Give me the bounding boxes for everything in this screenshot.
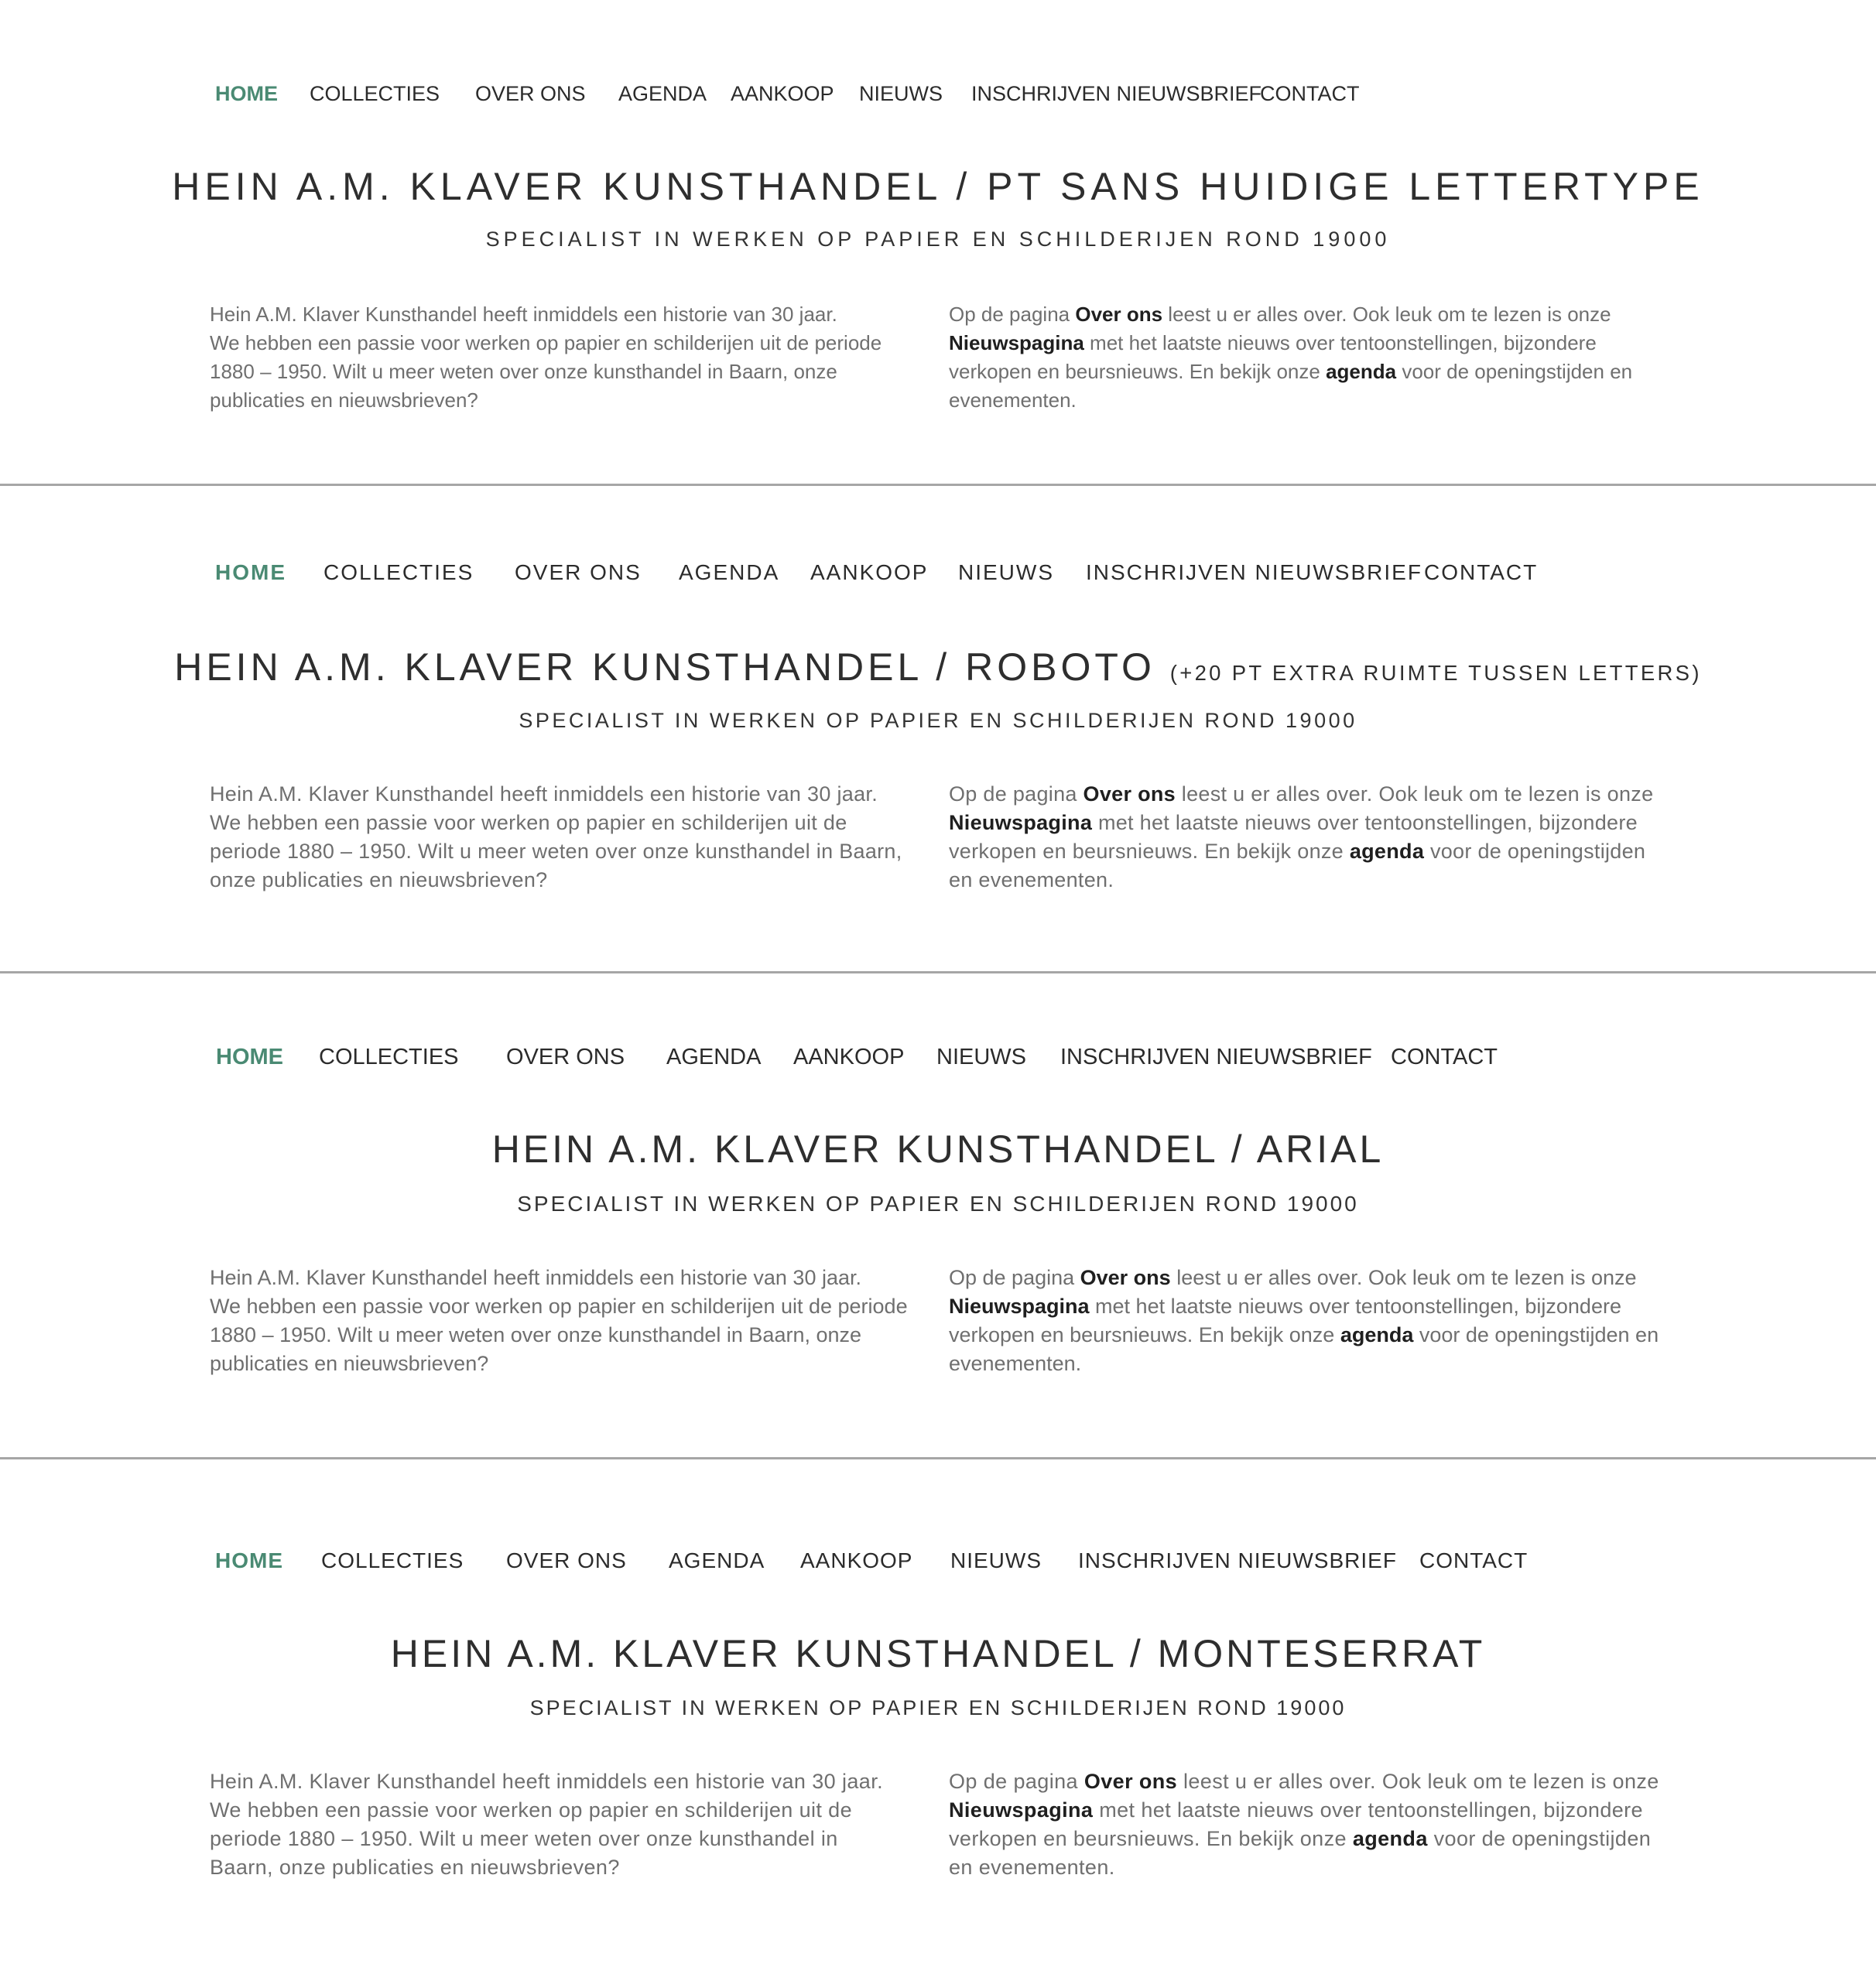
- intro-line-1: Hein A.M. Klaver Kunsthandel heeft inmiddels een historie van 30 jaar.: [210, 303, 837, 326]
- intro-left-column: [210, 300, 891, 415]
- nav-contact[interactable]: CONTACT: [1391, 1045, 1498, 1069]
- page-title-text: HEIN A.M. KLAVER KUNSTHANDEL / ROBOTO: [174, 645, 1170, 689]
- page-subtitle: SPECIALIST IN WERKEN OP PAPIER EN SCHILDERIJEN ROND 19000: [519, 709, 1357, 732]
- intro-text-part: met het laatste nieuws over tentoonstellingen, bijzondere verkopen en beursnieuws. En bekijk onze: [949, 1295, 1621, 1346]
- nav-agenda[interactable]: AGENDA: [666, 1045, 762, 1069]
- nav-nieuws[interactable]: NIEUWS: [950, 1548, 1042, 1572]
- section-divider: [0, 971, 1876, 973]
- nav-collecties[interactable]: COLLECTIES: [319, 1045, 459, 1069]
- page-title: [0, 1127, 1876, 1172]
- intro-left-column: [210, 1264, 914, 1378]
- agenda-link[interactable]: agenda: [1326, 360, 1397, 383]
- page-title-text: HEIN A.M. KLAVER KUNSTHANDEL / MONTESERRAT: [390, 1632, 1486, 1675]
- nav-over-ons[interactable]: OVER ONS: [475, 82, 586, 105]
- nav-inschrijven-nieuwsbrief[interactable]: INSCHRIJVEN NIEUWSBRIEF: [1078, 1548, 1397, 1572]
- page-subtitle: SPECIALIST IN WERKEN OP PAPIER EN SCHILDERIJEN ROND 19000: [485, 228, 1391, 251]
- page-title-note: (+20 PT EXTRA RUIMTE TUSSEN LETTERS): [1169, 661, 1702, 685]
- nav-aankoop[interactable]: AANKOOP: [810, 560, 929, 584]
- intro-text-part: voor de openingstijden en evenementen.: [949, 1323, 1659, 1375]
- intro-text-part: leest u er alles over. Ook leuk om te lezen is onze: [1170, 1266, 1637, 1289]
- intro-text-part: met het laatste nieuws over tentoonstellingen, bijzondere verkopen en beursnieuws. En bekijk onze: [949, 811, 1638, 863]
- nav-home[interactable]: HOME: [215, 560, 286, 584]
- intro-text-part: voor de openingstijden en evenementen.: [949, 840, 1646, 891]
- intro-line-2: We hebben een passie voor werken op papier en schilderijen uit de periode 1880 – 1950. Wilt u meer weten over onze kunsthandel in Baarn, onze publicaties en nieuwsbrieven?: [210, 1798, 853, 1879]
- intro-line-2: We hebben een passie voor werken op papier en schilderijen uit de periode 1880 – 1950. Wilt u meer weten over onze kunsthandel in Baarn, onze publicaties en nieuwsbrieven?: [210, 331, 882, 412]
- intro-line-1: Hein A.M. Klaver Kunsthandel heeft inmiddels een historie van 30 jaar.: [210, 782, 878, 806]
- intro-text-part: Op de pagina: [949, 1266, 1080, 1289]
- over-ons-link[interactable]: Over ons: [1083, 782, 1176, 806]
- intro-right-column: [949, 780, 1669, 895]
- nav-inschrijven-nieuwsbrief[interactable]: INSCHRIJVEN NIEUWSBRIEF: [1086, 560, 1422, 584]
- nav-contact[interactable]: CONTACT: [1419, 1548, 1529, 1572]
- nav-inschrijven-nieuwsbrief[interactable]: INSCHRIJVEN NIEUWSBRIEF: [971, 82, 1262, 105]
- nav-agenda[interactable]: AGENDA: [618, 82, 707, 105]
- nav-home[interactable]: HOME: [216, 1045, 283, 1069]
- over-ons-link[interactable]: Over ons: [1075, 303, 1163, 326]
- page-title: [0, 164, 1876, 209]
- intro-text-part: met het laatste nieuws over tentoonstellingen, bijzondere verkopen en beursnieuws. En bekijk onze: [949, 1798, 1643, 1850]
- nav-nieuws[interactable]: NIEUWS: [958, 560, 1054, 584]
- nav-nieuws[interactable]: NIEUWS: [859, 82, 943, 105]
- nav-aankoop[interactable]: AANKOOP: [731, 82, 834, 105]
- nav-collecties[interactable]: COLLECTIES: [310, 82, 440, 105]
- intro-line-1: Hein A.M. Klaver Kunsthandel heeft inmiddels een historie van 30 jaar.: [210, 1266, 861, 1289]
- nav-agenda[interactable]: AGENDA: [669, 1548, 765, 1572]
- agenda-link[interactable]: agenda: [1340, 1323, 1414, 1346]
- nieuwspagina-link[interactable]: Nieuwspagina: [949, 331, 1084, 354]
- nav-agenda[interactable]: AGENDA: [679, 560, 780, 584]
- main-nav: [0, 1045, 1876, 1091]
- nav-over-ons[interactable]: OVER ONS: [515, 560, 642, 584]
- intro-text-part: Op de pagina: [949, 1770, 1084, 1793]
- intro-text-part: Op de pagina: [949, 303, 1076, 326]
- main-nav: [0, 560, 1876, 607]
- intro-right-column: [949, 1767, 1661, 1882]
- intro-text-part: voor de openingstijden en evenementen.: [949, 360, 1633, 412]
- nieuwspagina-link[interactable]: Nieuwspagina: [949, 1295, 1090, 1318]
- intro-text-part: met het laatste nieuws over tentoonstellingen, bijzondere verkopen en beursnieuws. En bekijk onze: [949, 331, 1597, 383]
- nav-nieuws[interactable]: NIEUWS: [936, 1045, 1026, 1069]
- intro-text-part: voor de openingstijden en evenementen.: [949, 1827, 1652, 1879]
- intro-right-column: [949, 1264, 1672, 1378]
- nav-over-ons[interactable]: OVER ONS: [506, 1548, 627, 1572]
- intro-line-1: Hein A.M. Klaver Kunsthandel heeft inmiddels een historie van 30 jaar.: [210, 1770, 883, 1793]
- intro-line-2: We hebben een passie voor werken op papier en schilderijen uit de periode 1880 – 1950. Wilt u meer weten over onze kunsthandel in Baarn, onze publicaties en nieuwsbrieven?: [210, 1295, 908, 1375]
- agenda-link[interactable]: agenda: [1352, 1827, 1428, 1850]
- nav-collecties[interactable]: COLLECTIES: [321, 1548, 464, 1572]
- nav-contact[interactable]: CONTACT: [1424, 560, 1539, 584]
- page-subtitle: SPECIALIST IN WERKEN OP PAPIER EN SCHILDERIJEN ROND 19000: [529, 1696, 1347, 1719]
- nav-inschrijven-nieuwsbrief[interactable]: INSCHRIJVEN NIEUWSBRIEF: [1060, 1045, 1372, 1069]
- nieuwspagina-link[interactable]: Nieuwspagina: [949, 811, 1093, 834]
- nav-collecties[interactable]: COLLECTIES: [324, 560, 474, 584]
- page-subtitle: SPECIALIST IN WERKEN OP PAPIER EN SCHILDERIJEN ROND 19000: [517, 1192, 1359, 1216]
- nav-aankoop[interactable]: AANKOOP: [793, 1045, 905, 1069]
- intro-right-column: [949, 300, 1661, 415]
- nav-home[interactable]: HOME: [215, 1548, 283, 1572]
- intro-text-part: Op de pagina: [949, 782, 1083, 806]
- nieuwspagina-link[interactable]: Nieuwspagina: [949, 1798, 1094, 1822]
- agenda-link[interactable]: agenda: [1349, 840, 1425, 863]
- main-nav: [0, 1548, 1876, 1595]
- intro-text-part: leest u er alles over. Ook leuk om te lezen is onze: [1162, 303, 1611, 326]
- page-title: [0, 645, 1876, 689]
- page-title: [0, 1631, 1876, 1676]
- intro-text-part: leest u er alles over. Ook leuk om te lezen is onze: [1177, 1770, 1659, 1793]
- over-ons-link[interactable]: Over ons: [1083, 1770, 1178, 1793]
- intro-line-2: We hebben een passie voor werken op papier en schilderijen uit de periode 1880 – 1950. Wilt u meer weten over onze kunsthandel in Baarn, onze publicaties en nieuwsbrieven?: [210, 811, 902, 891]
- intro-text-part: leest u er alles over. Ook leuk om te lezen is onze: [1176, 782, 1654, 806]
- nav-aankoop[interactable]: AANKOOP: [800, 1548, 913, 1572]
- over-ons-link[interactable]: Over ons: [1080, 1266, 1171, 1289]
- page-title-text: HEIN A.M. KLAVER KUNSTHANDEL / ARIAL: [491, 1127, 1385, 1171]
- nav-home[interactable]: HOME: [215, 82, 278, 105]
- intro-left-column: [210, 1767, 906, 1882]
- main-nav: [0, 82, 1876, 128]
- nav-contact[interactable]: CONTACT: [1260, 82, 1360, 105]
- section-divider: [0, 484, 1876, 486]
- intro-left-column: [210, 780, 922, 895]
- page-title-text: HEIN A.M. KLAVER KUNSTHANDEL / PT SANS HUIDIGE LETTERTYPE: [172, 165, 1704, 208]
- nav-over-ons[interactable]: OVER ONS: [506, 1045, 625, 1069]
- section-divider: [0, 1457, 1876, 1459]
